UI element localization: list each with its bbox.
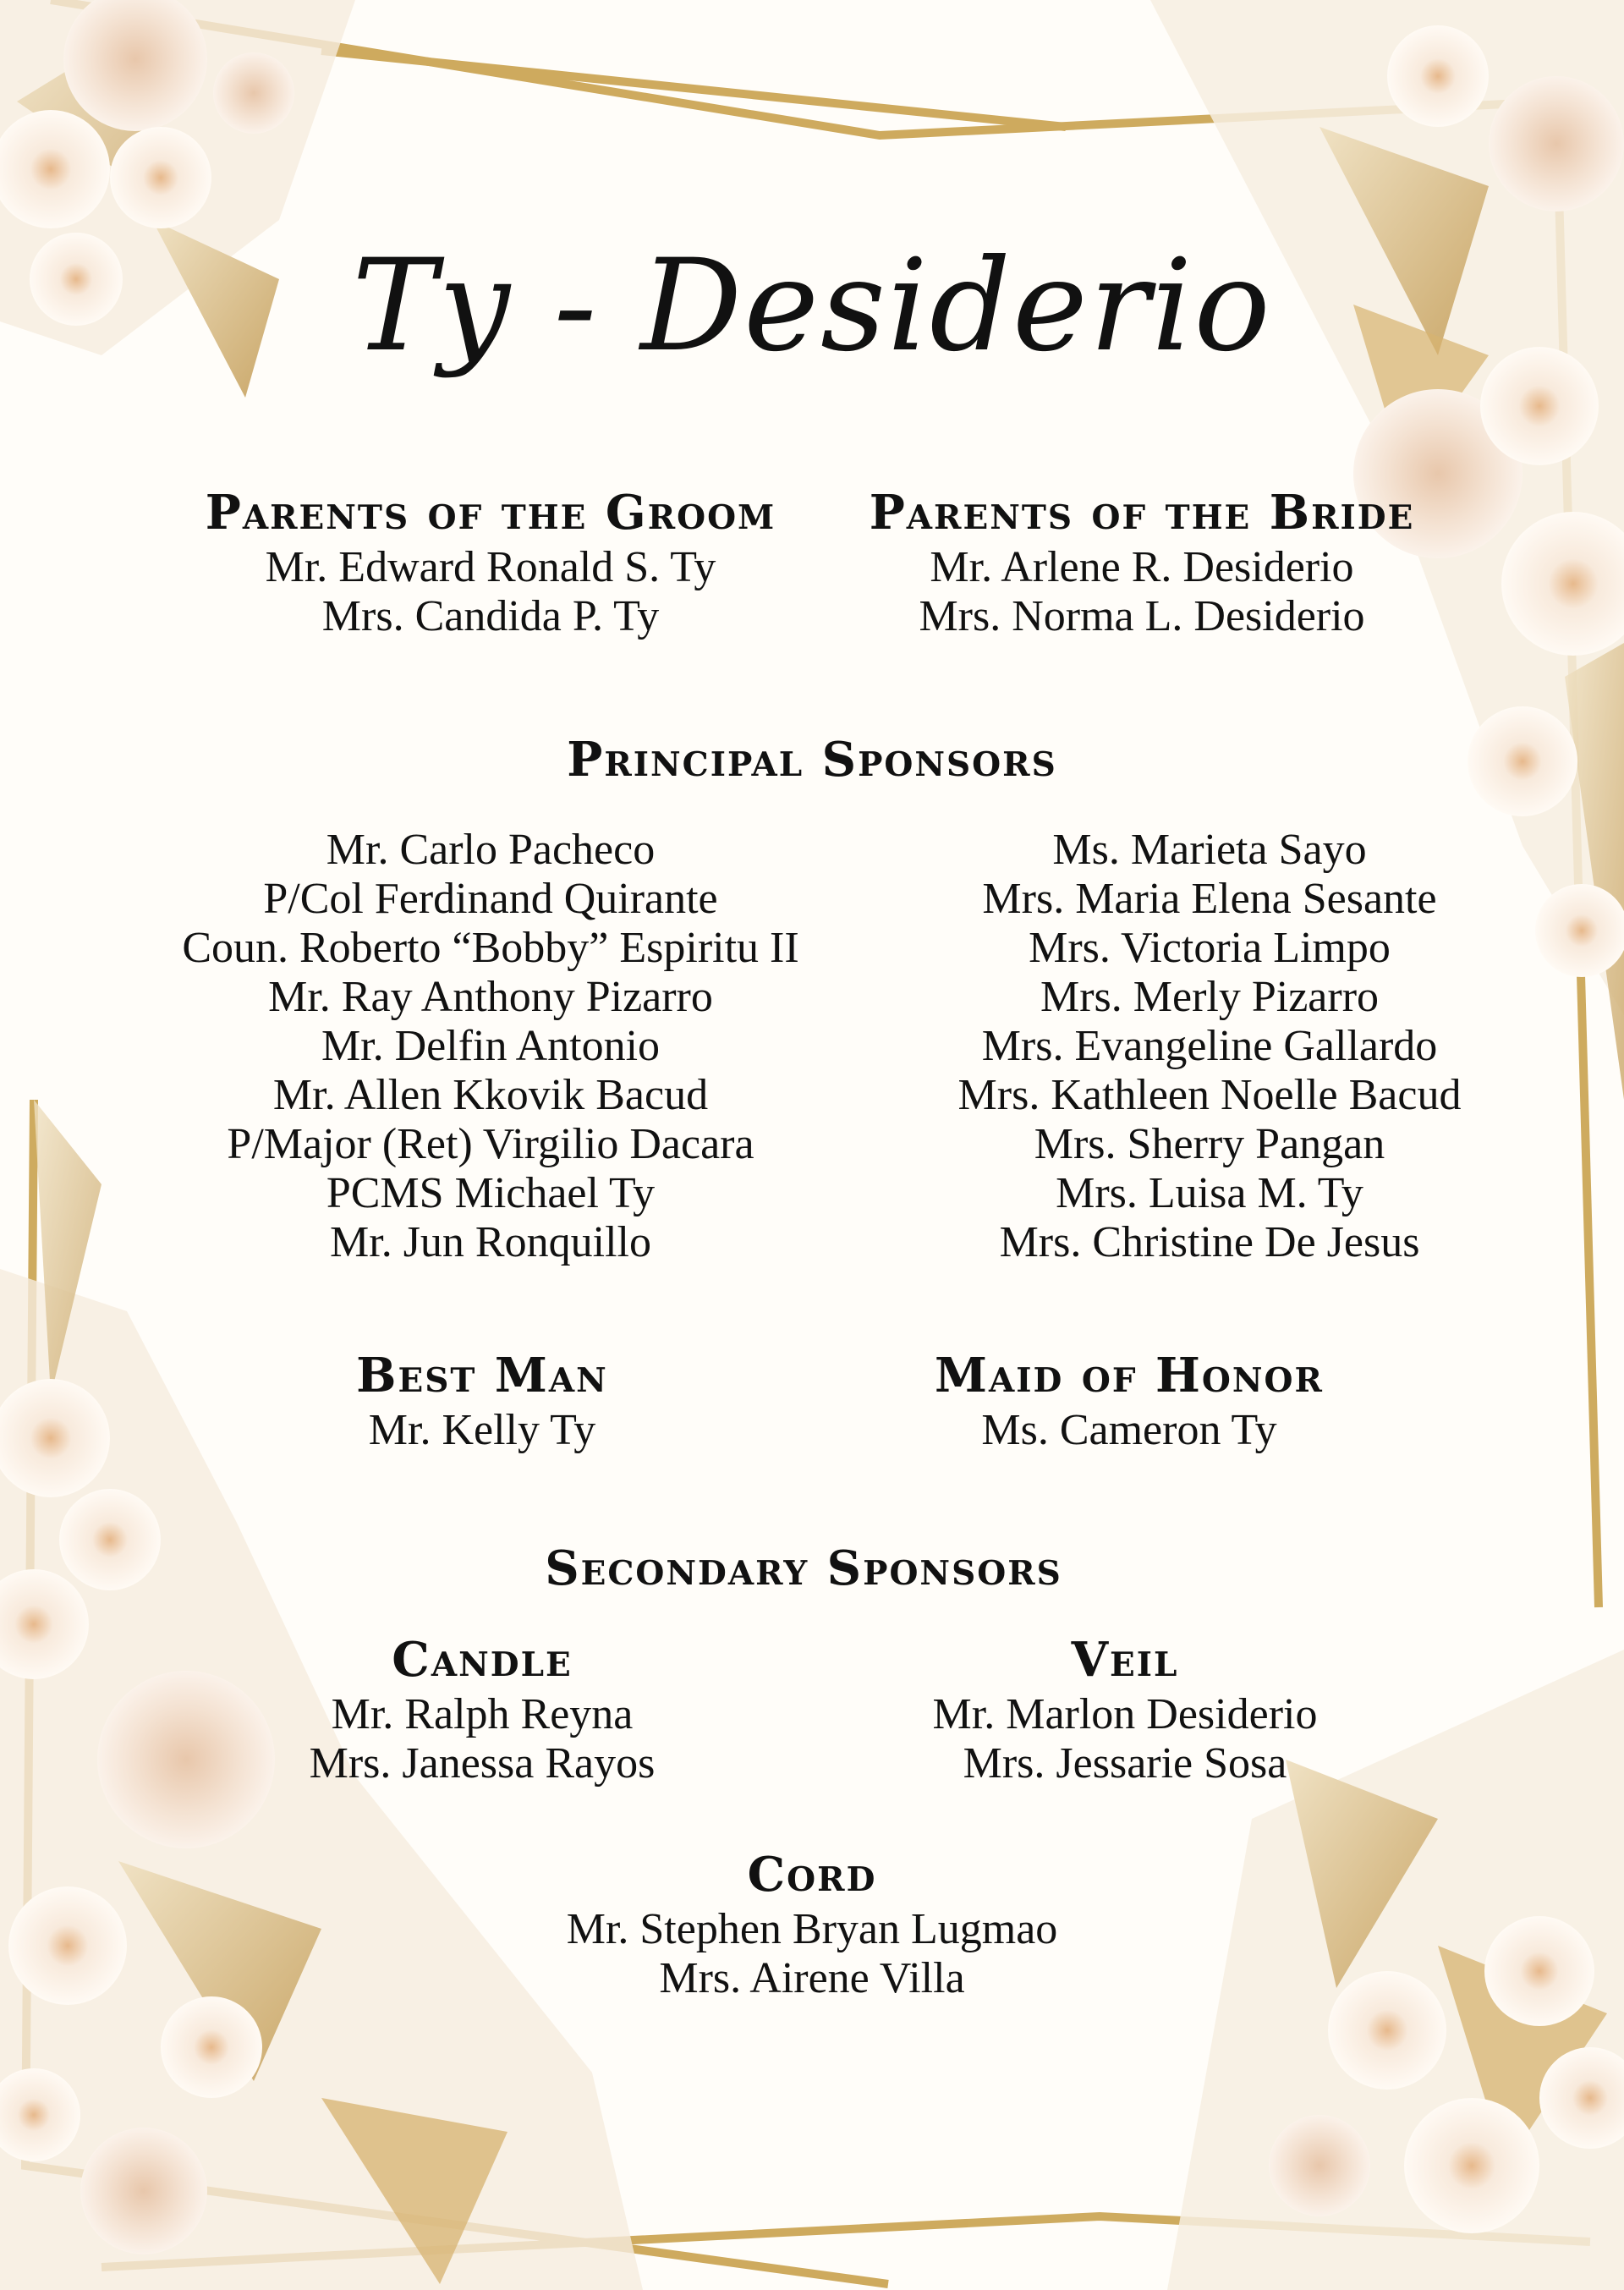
candle-names <box>228 1690 736 1788</box>
principal-sponsors-left-list <box>110 826 871 1267</box>
list-item: Ms. Marieta Sayo <box>1052 826 1367 874</box>
candle-section <box>228 1629 736 1788</box>
name-line: Mr. Ralph Reyna <box>331 1690 634 1738</box>
parents-of-groom-names <box>110 543 871 641</box>
list-item: Mr. Ray Anthony Pizarro <box>268 973 713 1021</box>
parents-of-bride-heading: Parents of the Bride <box>869 485 1415 541</box>
name-line: Ms. Cameron Ty <box>981 1406 1277 1454</box>
secondary-sponsors-heading: Secondary Sponsors <box>545 1540 1062 1596</box>
name-line: Mrs. Airene Villa <box>659 1954 965 2002</box>
name-line: Mrs. Norma L. Desiderio <box>919 592 1365 640</box>
name-line: Mr. Stephen Bryan Lugmao <box>566 1905 1058 1953</box>
name-line: Mr. Kelly Ty <box>368 1406 596 1454</box>
list-item: P/Major (Ret) Virgilio Dacara <box>227 1120 754 1168</box>
parents-of-bride-section <box>761 482 1522 641</box>
name-line: Mr. Marlon Desiderio <box>932 1690 1318 1738</box>
veil-names <box>871 1690 1379 1788</box>
candle-heading: Candle <box>392 1632 573 1688</box>
cord-names <box>474 1905 1150 2003</box>
best-man-names <box>228 1406 736 1455</box>
veil-heading: Veil <box>1071 1632 1179 1688</box>
maid-of-honor-section <box>875 1345 1383 1455</box>
list-item: PCMS Michael Ty <box>326 1169 656 1217</box>
name-line: Mrs. Janessa Rayos <box>309 1739 656 1788</box>
name-line: Mrs. Candida P. Ty <box>321 592 660 640</box>
name-line: Mr. Arlene R. Desiderio <box>930 543 1354 591</box>
list-item: Mr. Carlo Pacheco <box>326 826 656 874</box>
couple-title: Ty - Desiderio <box>352 233 1272 380</box>
cord-section <box>474 1844 1150 2003</box>
list-item: Mr. Jun Ronquillo <box>330 1218 651 1266</box>
list-item: Mrs. Sherry Pangan <box>1034 1120 1385 1168</box>
cord-heading: Cord <box>747 1847 877 1903</box>
list-item: Mrs. Maria Elena Sesante <box>982 875 1437 923</box>
maid-of-honor-heading: Maid of Honor <box>935 1348 1324 1403</box>
list-item: Mrs. Christine De Jesus <box>999 1218 1420 1266</box>
veil-section <box>871 1629 1379 1788</box>
list-item: Mrs. Evangeline Gallardo <box>981 1022 1438 1070</box>
parents-of-groom-heading: Parents of the Groom <box>205 485 776 541</box>
list-item: Coun. Roberto “Bobby” Espiritu II <box>182 924 799 972</box>
name-line: Mrs. Jessarie Sosa <box>963 1739 1287 1788</box>
list-item: Mrs. Kathleen Noelle Bacud <box>957 1071 1462 1119</box>
best-man-section <box>228 1345 736 1455</box>
list-item: Mrs. Merly Pizarro <box>1040 973 1380 1021</box>
name-line: Mr. Edward Ronald S. Ty <box>265 543 716 591</box>
list-item: Mrs. Luisa M. Ty <box>1056 1169 1363 1217</box>
principal-sponsors-heading: Principal Sponsors <box>567 732 1057 788</box>
list-item: P/Col Ferdinand Quirante <box>263 875 718 923</box>
maid-of-honor-names <box>875 1406 1383 1455</box>
parents-of-bride-names <box>761 543 1522 641</box>
best-man-heading: Best Man <box>356 1348 608 1403</box>
list-item: Mrs. Victoria Limpo <box>1029 924 1391 972</box>
list-item: Mr. Allen Kkovik Bacud <box>272 1071 709 1119</box>
parents-of-groom-section <box>110 482 871 641</box>
list-item: Mr. Delfin Antonio <box>321 1022 661 1070</box>
principal-sponsors-right-list <box>829 826 1590 1267</box>
